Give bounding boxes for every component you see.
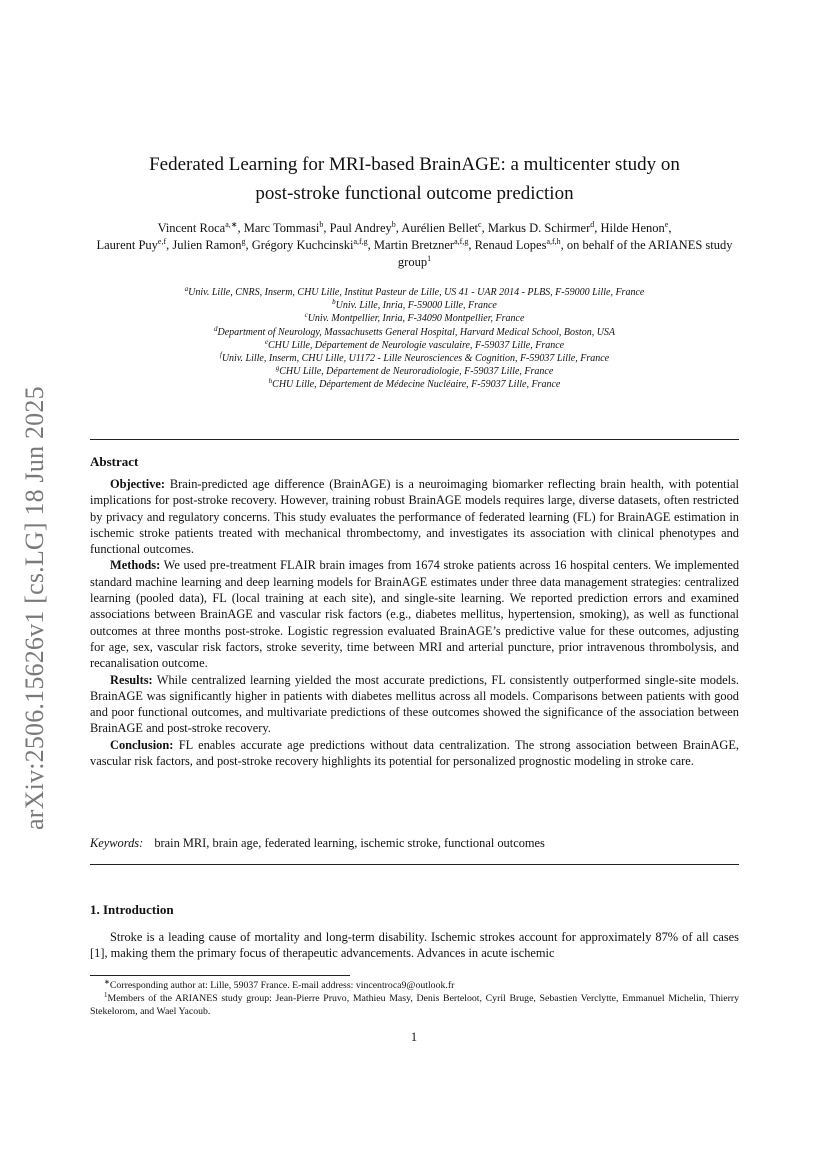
author: Laurent Puy$^{e,f}$ [96, 237, 167, 252]
title-line-2: post-stroke functional outcome prediction [255, 183, 574, 204]
author: Marc Tommasi$^b$ [243, 220, 324, 235]
affiliation: $^a$Univ. Lille, CNRS, Inserm, CHU Lille, Institut Pasteur de Lille, US 41 - UAR 2014 - PLBS, F-59000 Lille, France [184, 285, 645, 298]
footnotes [90, 979, 739, 1018]
abstract-body [90, 476, 739, 769]
section-heading-introduction: 1. Introduction [90, 902, 174, 917]
abstract-bottom-divider [90, 864, 739, 865]
abstract-paragraph-objective: Objective: Brain-predicted age difference (BrainAGE) is a neuroimaging biomarker reflecting brain health, with potential implications for post-stroke recovery. However, training robust BrainAGE models requires large, diverse datasets, often restricted by privacy and regulatory concerns. This study evaluates the performance of federated learning (FL) for BrainAGE estimation in ischemic stroke patients treated with mechanical thrombectomy, and investigates its association with clinical phenotypes and functional outcomes. [90, 477, 739, 557]
introduction-paragraph: Stroke is a leading cause of mortality and long-term disability. Ischemic strokes account for approximately 87% of all cases [1], making them the primary focus of therapeutic advancements. Advances in acute ischemic [90, 930, 739, 961]
affiliation: $^c$Univ. Montpellier, Inria, F-34090 Montpellier, France [304, 311, 525, 325]
author: Markus D. Schirmer$^d$ [487, 220, 595, 235]
affiliation: $^h$CHU Lille, Département de Médecine Nucléaire, F-59037 Lille, France [268, 377, 561, 391]
abstract-paragraph-results: Results: While centralized learning yielded the most accurate predictions, FL consistently outperformed single-site models. BrainAGE was significantly higher in patients with diabetes mellitus across all models. Comparisons between patients with good and poor functional outcomes, and multivariate predictions of these outcomes showed the significance of the association between BrainAGE and post-stroke recovery. [90, 672, 739, 736]
author: Grégory Kuchcinski$^{a,f,g}$ [251, 237, 368, 252]
affiliation: $^b$Univ. Lille, Inria, F-59000 Lille, France [332, 298, 497, 312]
abstract-heading: Abstract [90, 454, 139, 469]
author: Aurélien Bellet$^c$ [401, 220, 482, 235]
abstract-paragraph-conclusion: Conclusion: FL enables accurate age predictions without data centralization. The strong association between BrainAGE, vascular risk factors, and post-stroke recovery highlights its potential for personalized prognostic modeling in stroke care. [90, 737, 739, 769]
abstract-paragraph-methods: Methods: We used pre-treatment FLAIR brain images from 1674 stroke patients across 16 hospital centers. We implemented standard machine learning and deep learning models for BrainAGE estimates under three data management strategies: centralized learning (pooled data), FL (local training at each site), and single-site learning. We reported prediction errors and examined associations between BrainAGE and vascular risk factors (e.g., diabetes mellitus, hypertension, smoking), as well as functional outcomes at three months post-stroke. Logistic regression evaluated BrainAGE’s predictive value for these outcomes, adjusting for age, sex, vascular risk factors, stroke severity, time between MRI and arterial puncture, prior intravenous thrombolysis, and recanalisation outcome. [90, 558, 740, 671]
footnote-corresponding-author: ∗Corresponding author at: Lille, 59037 France. E-mail address: vincentroca9@outlook.fr [104, 978, 455, 991]
affiliation: $^d$Department of Neurology, Massachusetts General Hospital, Harvard Medical School, Boston, USA [213, 324, 616, 338]
keywords-text: brain MRI, brain age, federated learning, ischemic stroke, functional outcomes [154, 836, 545, 850]
footnote-study-group: $^1$Members of the ARIANES study group: Jean-Pierre Pruvo, Mathieu Masy, Denis Berteloot, Cyril Bruge, Sebastien Verclytte, Emmanuel Michelin, Thierry Stekelorom, and Wael Yacoub. [90, 991, 739, 1017]
abstract-top-divider [90, 439, 739, 440]
affiliation: $^f$Univ. Lille, Inserm, CHU Lille, U1172 - Lille Neurosciences & Cognition, F-59037 Lille, France [219, 351, 610, 365]
keywords-label: Keywords: [90, 836, 144, 850]
author: Renaud Lopes$^{a,f,h}$ [474, 237, 561, 252]
author: Martin Bretzner$^{a,f,g}$ [373, 237, 469, 252]
author: Hilde Henon$^e$ [600, 220, 669, 235]
arxiv-identifier-stamp: arXiv:2506.15626v1 [cs.LG] 18 Jun 2025 [20, 386, 49, 830]
authors-tail: on behalf of the ARIANES study group$^1$ [397, 238, 733, 269]
page-number: 1 [410, 1030, 418, 1044]
affiliation-list [90, 286, 739, 392]
footnote-divider [90, 975, 350, 976]
author: Vincent Roca$^{a,∗}$ [157, 220, 238, 235]
keywords [90, 836, 739, 851]
affiliation: $^e$CHU Lille, Département de Neurologie vasculaire, F-59037 Lille, France [264, 337, 565, 351]
author: Julien Ramon$^g$ [172, 237, 246, 252]
paper-title [90, 150, 739, 208]
title-line-1: Federated Learning for MRI-based BrainAGE: a multicenter study on [149, 154, 680, 175]
author: Paul Andrey$^b$ [329, 220, 396, 235]
author-list: Vincent Roca$^{a,∗}$, Marc Tommasi$^b$, Paul Andrey$^b$, Aurélien Bellet$^c$, Markus D. Schirmer$^d$, Hilde Henon$^e$, Laurent Puy$^{e,f}$, Julien Ramon$^g$, Grégory Kuchcinski$^{a,f,g}$, Martin Bretzner$^{a,f,g}$, Renaud Lopes$^{a,f,h}$, on behalf of the ARIANES study group$^1$ [96, 220, 733, 269]
affiliation: $^g$CHU Lille, Département de Neuroradiologie, F-59037 Lille, France [275, 364, 554, 378]
